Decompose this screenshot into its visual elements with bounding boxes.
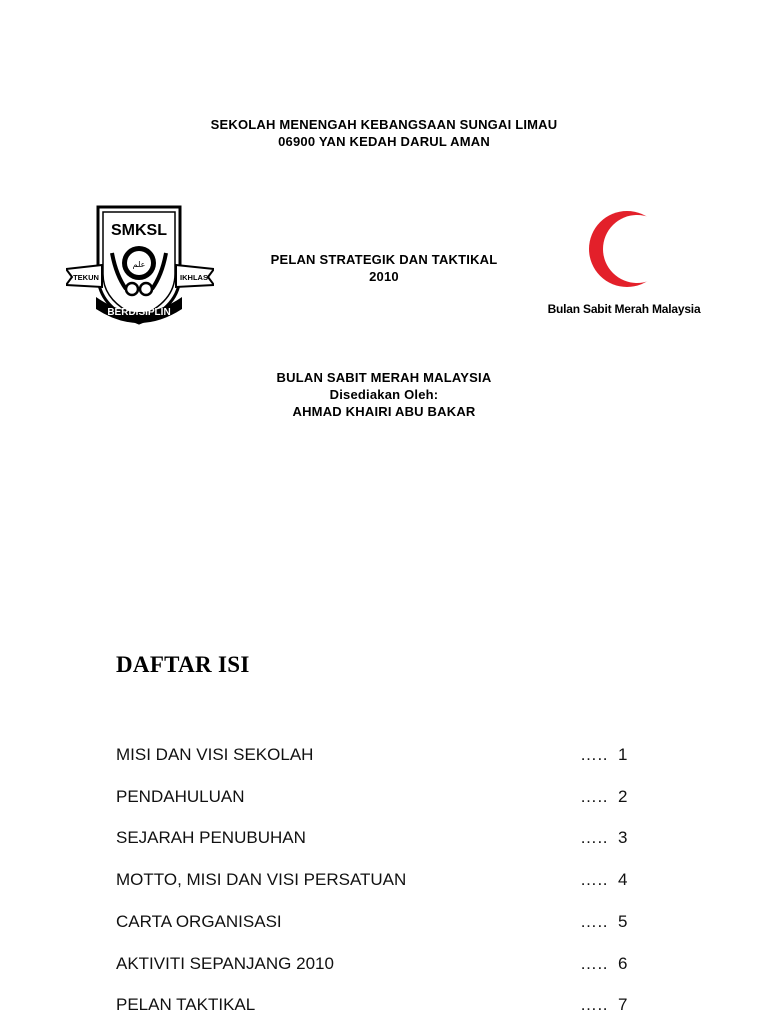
toc-item[interactable]: [116, 745, 636, 767]
toc-page-number: 5: [618, 912, 628, 931]
toc-item-label: CARTA ORGANISASI: [116, 912, 282, 931]
crest-bottom-word: BERDISIPLIN: [107, 307, 171, 318]
author-name: AHMAD KHAIRI ABU BAKAR: [292, 404, 476, 419]
prepared-block: [0, 369, 768, 420]
toc-dots: …..: [580, 745, 608, 764]
toc-dots: …..: [580, 787, 608, 806]
red-crescent-icon: [539, 205, 709, 295]
toc-item-label: MOTTO, MISI DAN VISI PERSATUAN: [116, 870, 407, 889]
toc-item[interactable]: [116, 870, 636, 892]
toc-page-number: 3: [618, 828, 628, 847]
school-header: [0, 116, 768, 150]
crest-emblem-text: علم: [132, 260, 146, 269]
toc-item-label: MISI DAN VISI SEKOLAH: [116, 745, 314, 764]
toc-item[interactable]: [116, 787, 636, 809]
toc-item[interactable]: [116, 954, 636, 976]
toc-dots: …..: [580, 954, 608, 973]
toc-dots: …..: [580, 828, 608, 847]
toc-item[interactable]: [116, 828, 636, 850]
toc-page-number: 4: [618, 870, 628, 889]
crest-abbrev: SMKSL: [111, 222, 167, 239]
toc-item-label: AKTIVITI SEPANJANG 2010: [116, 954, 334, 973]
toc-item[interactable]: [116, 912, 636, 934]
toc-page-number: 2: [618, 787, 628, 806]
toc-page-number: 1: [618, 745, 628, 764]
school-name: SEKOLAH MENENGAH KEBANGSAAN SUNGAI LIMAU: [210, 117, 558, 132]
bsmm-logo: [539, 205, 709, 320]
school-address: 06900 YAN KEDAH DARUL AMAN: [278, 134, 490, 149]
prepared-by-label: Disediakan Oleh:: [329, 387, 439, 402]
toc-item-label: SEJARAH PENUBUHAN: [116, 828, 306, 847]
toc-item-label: PELAN TAKTIKAL: [116, 995, 256, 1014]
crest-left-word: TEKUN: [73, 273, 99, 282]
toc-page-number: 6: [618, 954, 628, 973]
toc-dots: …..: [580, 870, 608, 889]
toc-page-number: 7: [618, 995, 628, 1014]
toc-dots: …..: [580, 912, 608, 931]
plan-title: PELAN STRATEGIK DAN TAKTIKAL: [270, 252, 498, 267]
toc-item[interactable]: [116, 995, 636, 1017]
toc-heading: DAFTAR ISI: [116, 652, 250, 677]
toc-dots: …..: [580, 995, 608, 1014]
toc-item-label: PENDAHULUAN: [116, 787, 245, 806]
plan-year: 2010: [369, 269, 399, 284]
bsmm-caption: Bulan Sabit Merah Malaysia: [547, 302, 701, 316]
organisation-name: BULAN SABIT MERAH MALAYSIA: [276, 370, 492, 385]
crest-right-word: IKHLAS: [180, 273, 208, 282]
